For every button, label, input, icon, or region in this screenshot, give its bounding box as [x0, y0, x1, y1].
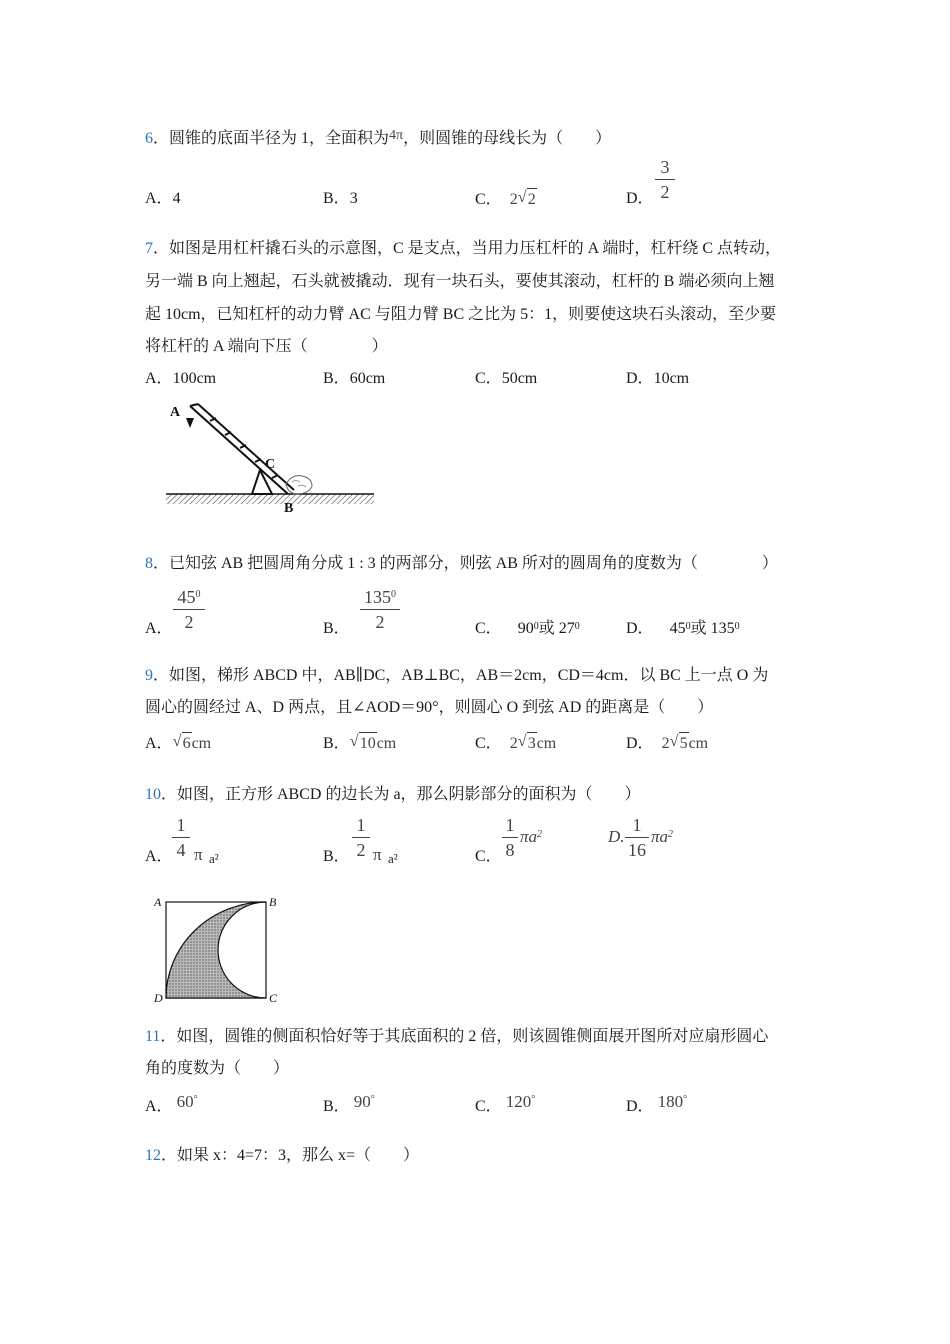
pi-a-squared: $\pi a^2$ [520, 827, 543, 846]
fraction: 1 16 [625, 814, 649, 861]
label-b: B [284, 501, 294, 516]
question-7-line-1: 7．如图是用杠杆撬石头的示意图，C 是支点，当用力压杠杆的 A 端时，杠杆绕 C 点转动， [145, 240, 782, 257]
ground [166, 494, 374, 504]
question-11-line-1: 11．如图，圆锥的侧面积恰好等于其底面积的 2 倍，则该圆锥侧面展开图所对应扇形圆心 [145, 1028, 769, 1045]
a-squared: a² [209, 851, 219, 866]
option-a[interactable]: A．√ 6cm [145, 732, 211, 755]
question-text: ．圆锥的底面半径为 1，全面积为 [153, 130, 390, 147]
question-number: 9 [145, 667, 153, 684]
label-a: A [170, 405, 181, 420]
option-d[interactable]: D． $45^0$或 $135^0$ [626, 620, 740, 637]
question-10: 10．如图，正方形 ABCD 的边长为 a，那么阴影部分的面积为（ ） [145, 786, 641, 803]
question-7-line-4: 将杠杆的 A 端向下压（ ） [145, 338, 388, 355]
question-12: 12．如果 x：4=7：3，那么 x=（ ） [145, 1147, 420, 1164]
pi-symbol: π [373, 845, 382, 864]
option-b[interactable]: B．3 [323, 190, 358, 207]
question-7-line-3: 起 10cm，已知杠杆的动力臂 AC 与阻力臂 BC 之比为 5：1，则要使这块石头滚动，至少要 [145, 306, 777, 323]
fulcrum [252, 470, 272, 494]
question-number: 10 [145, 786, 161, 803]
option-c[interactable]: C． 2√ 3cm [475, 732, 556, 755]
option-c[interactable]: C．50cm [475, 370, 538, 387]
fraction: $135^0$ 2 [360, 586, 400, 633]
square-figure [148, 890, 282, 1008]
question-9-line-1: 9．如图，梯形 ABCD 中，AB∥DC，AB⊥BC，AB＝2cm，CD＝4cm．以 BC 上一点 O 为 [145, 667, 769, 684]
fraction: $45^0$ 2 [173, 586, 205, 633]
option-b[interactable]: B．√ 10cm [323, 732, 396, 755]
question-text-tail: ，则圆锥的母线长为（ ） [403, 130, 612, 147]
pi-symbol: π [194, 845, 203, 864]
option-c[interactable]: C． 2√ 2 [475, 188, 537, 211]
fraction: 1 8 [502, 814, 518, 861]
math-expression: 4π [389, 128, 404, 143]
label-b: B [269, 895, 277, 909]
fraction: 1 2 [352, 814, 370, 861]
question-number: 11 [145, 1028, 161, 1045]
option-d[interactable]: D． [626, 190, 654, 207]
option-b[interactable]: B． [323, 848, 350, 865]
down-arrow-icon [186, 418, 194, 428]
fraction: 3 2 [655, 156, 675, 203]
fraction: 1 4 [172, 814, 190, 861]
question-7-line-2: 另一端 B 向上翘起，石头就被撬动．现有一块石头，要使其滚动，杠杆的 B 端必须向上翘 [145, 273, 775, 290]
question-8: 8．已知弦 AB 把圆周角分成 1 : 3 的两部分，则弦 AB 所对的圆周角的度数为（ ） [145, 555, 778, 572]
option-c[interactable]: C． 120° [475, 1092, 536, 1115]
option-a[interactable]: A．100cm [145, 370, 217, 387]
question-number: 12 [145, 1147, 161, 1164]
question-6 [145, 128, 611, 151]
option-a[interactable]: A． [145, 848, 173, 865]
option-d[interactable]: D. [608, 827, 625, 846]
option-a[interactable]: A． 60° [145, 1092, 198, 1115]
label-a: A [154, 895, 162, 909]
option-b[interactable]: B． 90° [323, 1092, 375, 1115]
label-d: D [154, 991, 163, 1005]
shaded-region [166, 902, 266, 998]
option-c[interactable]: C． $90^0$或 $27^0$ [475, 620, 580, 637]
option-b[interactable]: B．60cm [323, 370, 386, 387]
a-squared: a² [388, 851, 398, 866]
option-b[interactable]: B． [323, 620, 350, 637]
label-c: C [269, 991, 278, 1005]
option-a[interactable]: A．4 [145, 190, 181, 207]
option-d[interactable]: D． 2√ 5cm [626, 732, 708, 755]
option-c[interactable]: C． [475, 848, 502, 865]
label-c: C [265, 457, 276, 472]
option-a[interactable]: A． [145, 620, 173, 637]
question-9-line-2: 圆心的圆经过 A、D 两点，且∠AOD＝90°，则圆心 O 到弦 AD 的距离是（ ） [145, 699, 714, 716]
option-d[interactable]: D．10cm [626, 370, 690, 387]
question-number: 8 [145, 555, 153, 572]
pi-a-squared: $\pi a^2$ [651, 827, 674, 846]
question-number: 6 [145, 130, 153, 147]
lever-figure [160, 398, 380, 518]
question-11-line-2: 角的度数为（ ） [145, 1060, 290, 1077]
lever [190, 404, 294, 494]
option-d[interactable]: D． 180° [626, 1092, 688, 1115]
stone [286, 476, 312, 494]
question-number: 7 [145, 240, 153, 257]
